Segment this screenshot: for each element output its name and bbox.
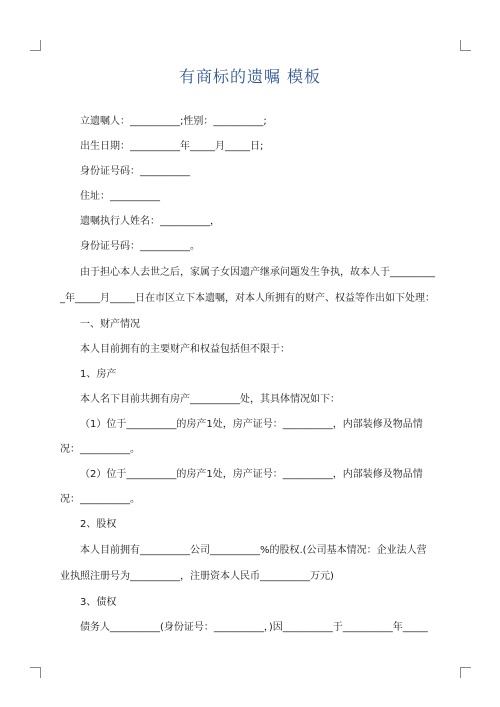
- section-heading-property: 一、财产情况: [80, 319, 140, 330]
- paragraph-line: 由于担心本人去世之后，家属子女因遗产继承问题发生争执，故本人于_________: [80, 267, 435, 278]
- paragraph-line: 况：__________。: [60, 444, 140, 455]
- paragraph-line: 债务人__________(身份证号：__________，)因__________于__________年_____: [80, 622, 428, 633]
- paragraph-line: 本人名下目前共拥有房产__________处，其具体情况如下：: [80, 394, 340, 405]
- paragraph-line: _年_____月_____日在市区立下本遗嘱，对本人所拥有的财产、权益等作出如下处理：: [60, 293, 435, 304]
- address-line: 住址：__________: [80, 191, 160, 202]
- paragraph-line: （2）位于__________的房产1处，房产证号：__________，内部装修及物品情: [80, 469, 423, 480]
- paragraph-line: 本人目前拥有的主要财产和权益包括但不限于：: [80, 344, 290, 355]
- testator-name-gender-line: 立遗嘱人：__________;性别：__________;: [80, 116, 267, 127]
- document-title: 有商标的遗嘱 模板: [178, 67, 322, 86]
- subsection-heading-equity: 2、股权: [80, 519, 117, 530]
- crop-mark-top-right: [460, 40, 471, 51]
- subsection-heading-claims: 3、债权: [80, 597, 117, 608]
- paragraph-line: （1）位于__________的房产1处，房产证号：__________，内部装修及物品情: [80, 419, 423, 430]
- crop-mark-bottom-left: [30, 667, 41, 678]
- executor-name-line: 遗嘱执行人姓名：__________，: [80, 216, 220, 227]
- paragraph-line: 本人目前拥有__________公司__________%的股权.(公司基本情况：企业法人营: [80, 545, 427, 556]
- birth-date-line: 出生日期：__________年_____月_____日;: [80, 141, 264, 152]
- paragraph-line: 业执照注册号为__________，注册资本人民币__________万元): [60, 571, 334, 582]
- paragraph-line: 况：__________。: [60, 494, 140, 505]
- crop-mark-top-left: [30, 40, 41, 51]
- crop-mark-bottom-right: [460, 667, 471, 678]
- executor-id-line: 身份证号码：__________。: [80, 241, 200, 252]
- id-number-line: 身份证号码：__________: [80, 166, 190, 177]
- subsection-heading-real-estate: 1、房产: [80, 369, 117, 380]
